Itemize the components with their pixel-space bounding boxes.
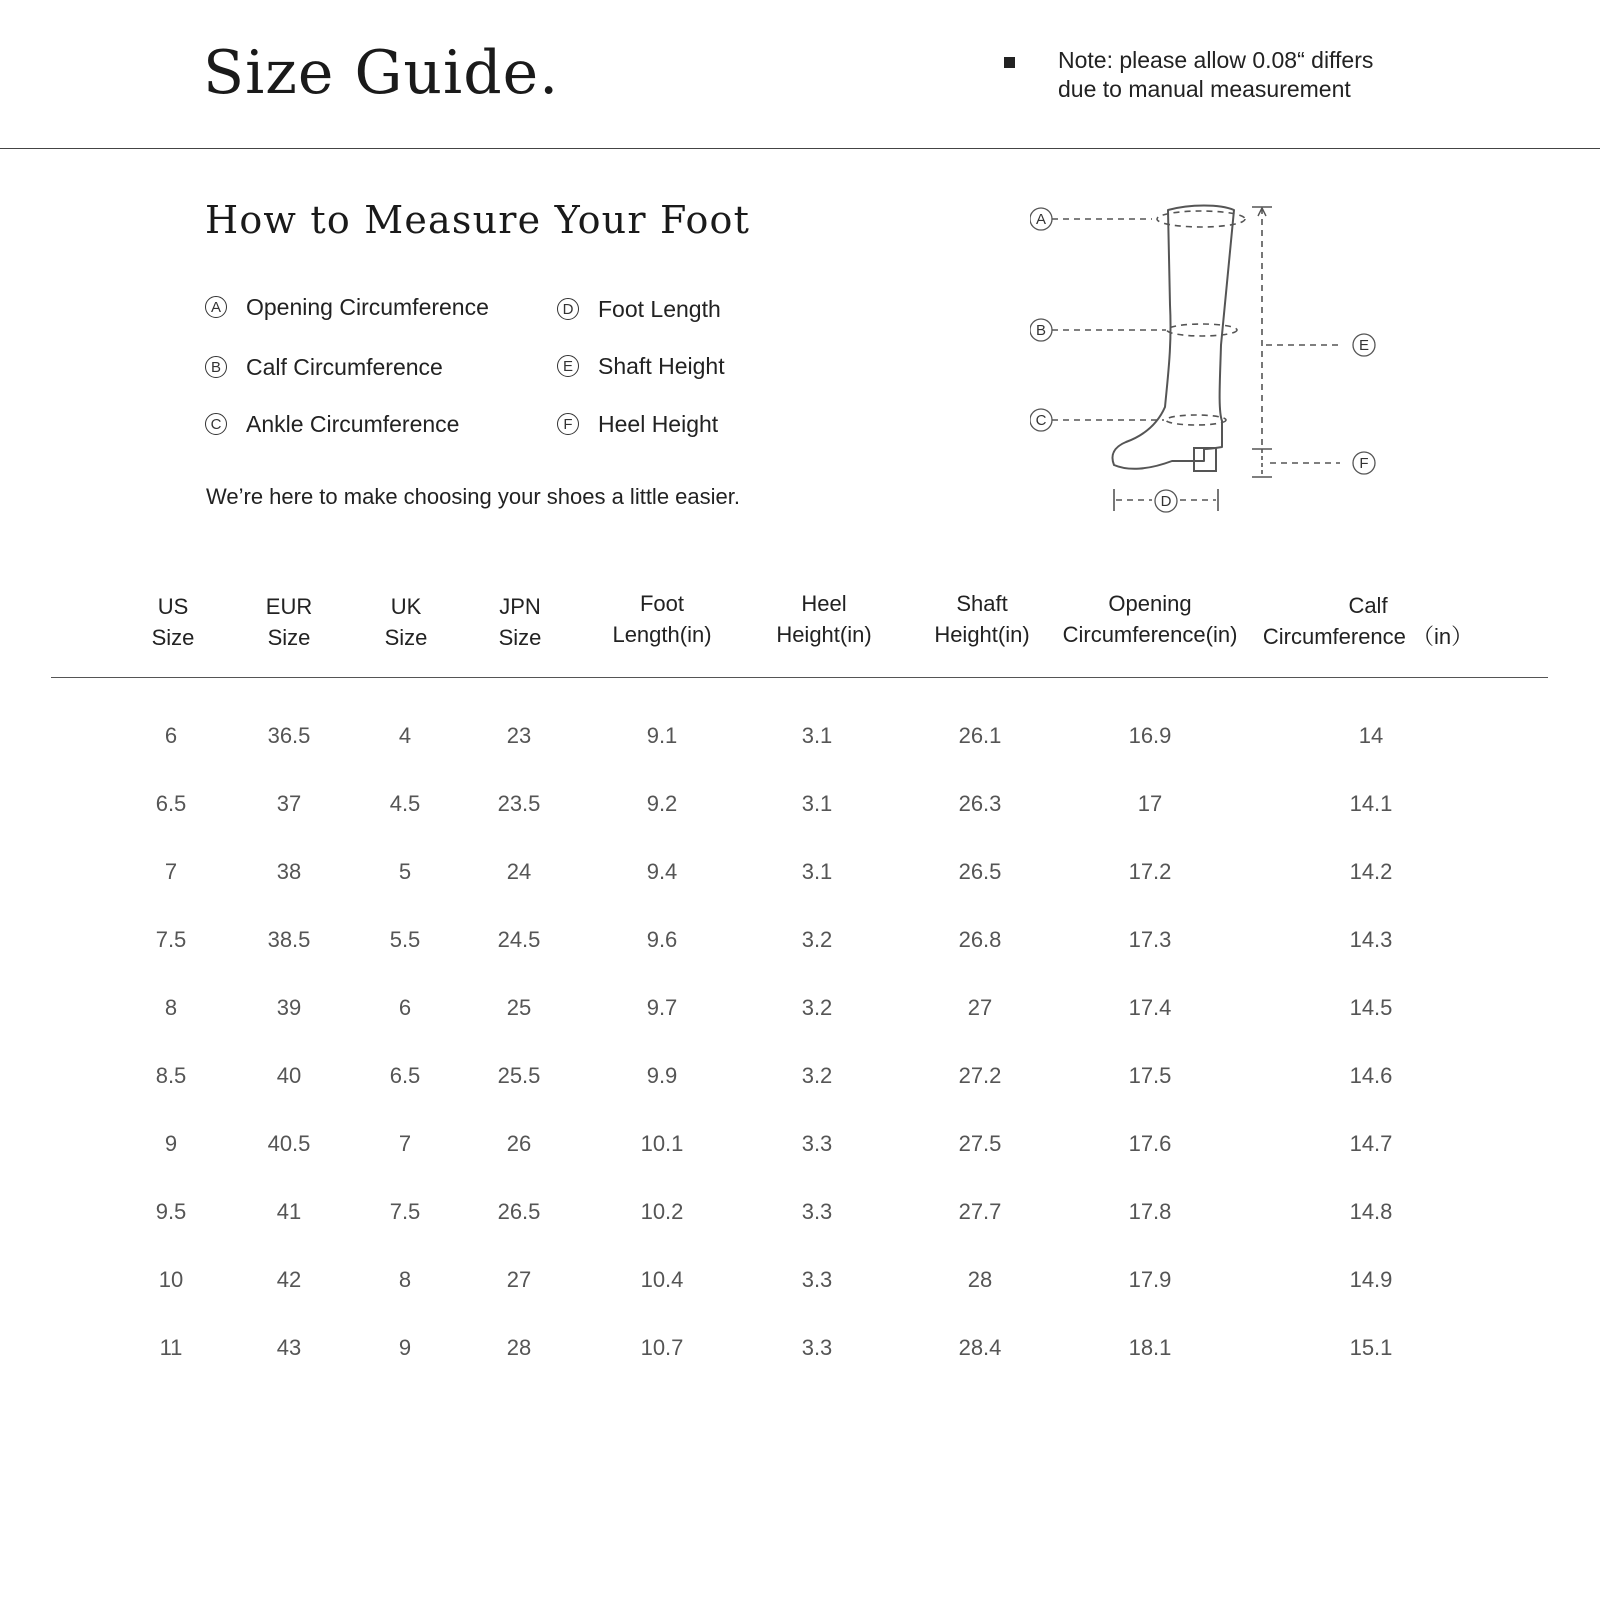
- legend-label: Shaft Height: [598, 352, 725, 379]
- table-cell: 9.6: [646, 927, 678, 952]
- table-cell: 26.1: [958, 723, 1002, 748]
- column-header-heel-height: Heel Height(in): [776, 591, 872, 647]
- table-cell: 14.8: [1349, 1199, 1393, 1224]
- table-row: [0, 995, 1600, 1035]
- table-cell: 5.5: [389, 927, 421, 952]
- table-cell: 3.3: [801, 1267, 833, 1292]
- table-cell: 6.5: [389, 1063, 421, 1088]
- table-cell: 17.3: [1128, 927, 1172, 952]
- table-cell: 23: [506, 723, 532, 748]
- table-cell: 9.2: [646, 791, 678, 816]
- table-cell: 28: [506, 1335, 532, 1360]
- legend-item-ankle: [205, 409, 459, 439]
- table-cell: 26.5: [497, 1199, 541, 1224]
- circled-letter-icon: D: [557, 298, 579, 320]
- table-cell: 3.2: [801, 1063, 833, 1088]
- table-cell: 3.3: [801, 1131, 833, 1156]
- table-cell: 24: [506, 859, 532, 884]
- legend-label: Foot Length: [598, 295, 721, 322]
- table-cell: 8: [398, 1267, 412, 1292]
- table-row: [0, 927, 1600, 967]
- table-row: [0, 1063, 1600, 1103]
- table-cell: 9.5: [155, 1199, 187, 1224]
- table-cell: 14: [1358, 723, 1384, 748]
- calf-ring: [1167, 324, 1237, 336]
- table-cell: 6: [398, 995, 412, 1020]
- circled-letter-icon: A: [205, 296, 227, 318]
- legend-item-shaft-height: [557, 351, 725, 381]
- table-cell: 14.6: [1349, 1063, 1393, 1088]
- table-cell: 17.2: [1128, 859, 1172, 884]
- table-cell: 9.1: [646, 723, 678, 748]
- boot-diagram-icon: [1030, 195, 1390, 525]
- table-cell: 10.7: [640, 1335, 684, 1360]
- table-cell: 26.8: [958, 927, 1002, 952]
- table-cell: 36.5: [267, 723, 311, 748]
- table-cell: 27.7: [958, 1199, 1002, 1224]
- header-divider: [0, 148, 1600, 149]
- table-cell: 9: [164, 1131, 178, 1156]
- table-cell: 9.4: [646, 859, 678, 884]
- table-row: [0, 1131, 1600, 1171]
- table-row: [0, 1199, 1600, 1239]
- circled-letter-icon: F: [557, 413, 579, 435]
- marker-d: D: [1160, 493, 1172, 510]
- table-cell: 14.1: [1349, 791, 1393, 816]
- measurement-note: [1022, 46, 1373, 104]
- table-cell: 4.5: [389, 791, 421, 816]
- marker-f: F: [1359, 455, 1369, 472]
- table-cell: 14.3: [1349, 927, 1393, 952]
- table-cell: 24.5: [497, 927, 541, 952]
- table-cell: 11: [159, 1335, 183, 1360]
- table-cell: 40.5: [267, 1131, 311, 1156]
- table-cell: 14.7: [1349, 1131, 1393, 1156]
- table-cell: 7: [398, 1131, 412, 1156]
- table-cell: 27.2: [958, 1063, 1002, 1088]
- ankle-ring: [1166, 415, 1226, 425]
- table-cell: 38.5: [267, 927, 311, 952]
- table-cell: 14.5: [1349, 995, 1393, 1020]
- table-cell: 17.4: [1128, 995, 1172, 1020]
- table-cell: 17.8: [1128, 1199, 1172, 1224]
- column-header-us-size: US Size: [151, 594, 195, 650]
- column-header-uk-size: UK Size: [384, 594, 428, 650]
- column-header-foot-length: Foot Length(in): [612, 591, 712, 647]
- legend-label: Opening Circumference: [246, 293, 489, 320]
- table-cell: 3.2: [801, 927, 833, 952]
- table-cell: 6: [164, 723, 178, 748]
- table-cell: 3.3: [801, 1335, 833, 1360]
- table-row: [0, 859, 1600, 899]
- table-cell: 26.3: [958, 791, 1002, 816]
- table-cell: 10: [158, 1267, 184, 1292]
- opening-ring: [1157, 211, 1245, 227]
- table-row: [0, 1335, 1600, 1375]
- boot-outline: [1113, 206, 1235, 469]
- table-cell: 16.9: [1128, 723, 1172, 748]
- table-cell: 7: [164, 859, 178, 884]
- table-cell: 42: [276, 1267, 302, 1292]
- table-cell: 17.5: [1128, 1063, 1172, 1088]
- table-cell: 28.4: [958, 1335, 1002, 1360]
- legend-item-heel-height: [557, 409, 718, 439]
- table-cell: 27.5: [958, 1131, 1002, 1156]
- marker-b: B: [1035, 322, 1047, 339]
- table-cell: 10.2: [640, 1199, 684, 1224]
- column-header-eur-size: EUR Size: [265, 594, 313, 650]
- table-cell: 7.5: [155, 927, 187, 952]
- marker-e: E: [1358, 337, 1370, 354]
- table-cell: 18.1: [1128, 1335, 1172, 1360]
- table-row: [0, 1267, 1600, 1307]
- legend-label: Ankle Circumference: [246, 410, 460, 437]
- table-cell: 3.1: [801, 859, 833, 884]
- table-cell: 41: [276, 1199, 302, 1224]
- section-title: How to Measure Your Foot: [205, 198, 751, 242]
- table-cell: 3.1: [801, 791, 833, 816]
- table-cell: 26: [506, 1131, 532, 1156]
- table-cell: 28: [967, 1267, 993, 1292]
- table-cell: 4: [398, 723, 412, 748]
- table-cell: 3.1: [801, 723, 833, 748]
- table-cell: 10.1: [640, 1131, 684, 1156]
- table-cell: 17.6: [1128, 1131, 1172, 1156]
- note-line-1: Note: please allow 0.08“ differs: [1058, 47, 1374, 73]
- table-cell: 25.5: [497, 1063, 541, 1088]
- table-cell: 27: [967, 995, 993, 1020]
- table-cell: 17: [1137, 791, 1163, 816]
- marker-a: A: [1035, 211, 1047, 228]
- table-row: [0, 791, 1600, 831]
- column-header-jpn-size: JPN Size: [498, 594, 542, 650]
- table-cell: 26.5: [958, 859, 1002, 884]
- table-cell: 3.3: [801, 1199, 833, 1224]
- column-header-opening-circumference: Opening Circumference(in): [1062, 591, 1238, 647]
- table-cell: 5: [398, 859, 412, 884]
- table-cell: 3.2: [801, 995, 833, 1020]
- table-cell: 8.5: [155, 1063, 187, 1088]
- table-cell: 43: [276, 1335, 302, 1360]
- table-cell: 9: [398, 1335, 412, 1360]
- legend-label: Calf Circumference: [246, 353, 443, 380]
- legend-item-opening: [205, 292, 489, 322]
- table-cell: 10.4: [640, 1267, 684, 1292]
- table-row: [0, 723, 1600, 763]
- table-cell: 8: [164, 995, 178, 1020]
- marker-c: C: [1035, 412, 1047, 429]
- column-header-calf-circumference: Calf Circumference （in）: [1262, 593, 1474, 649]
- table-cell: 7.5: [389, 1199, 421, 1224]
- table-cell: 25: [506, 995, 532, 1020]
- legend-item-foot-length: [557, 294, 721, 324]
- table-cell: 14.9: [1349, 1267, 1393, 1292]
- table-cell: 6.5: [155, 791, 187, 816]
- table-cell: 9.7: [646, 995, 678, 1020]
- tagline: We’re here to make choosing your shoes a little easier.: [206, 484, 740, 509]
- circled-letter-icon: E: [557, 355, 579, 377]
- table-cell: 38: [276, 859, 302, 884]
- table-cell: 39: [276, 995, 302, 1020]
- table-divider: [51, 677, 1548, 678]
- table-cell: 27: [506, 1267, 532, 1292]
- table-cell: 40: [276, 1063, 302, 1088]
- table-cell: 9.9: [646, 1063, 678, 1088]
- table-cell: 17.9: [1128, 1267, 1172, 1292]
- table-cell: 23.5: [497, 791, 541, 816]
- size-table-header: [0, 580, 1600, 660]
- legend-label: Heel Height: [598, 410, 719, 437]
- square-bullet-icon: [1004, 57, 1015, 68]
- note-line-2: due to manual measurement: [1058, 76, 1351, 102]
- circled-letter-icon: B: [205, 356, 227, 378]
- table-cell: 37: [276, 791, 302, 816]
- column-header-shaft-height: Shaft Height(in): [934, 591, 1030, 647]
- table-cell: 14.2: [1349, 859, 1393, 884]
- page-title: Size Guide.: [203, 38, 560, 108]
- legend-item-calf: [205, 352, 443, 382]
- table-cell: 15.1: [1349, 1335, 1393, 1360]
- circled-letter-icon: C: [205, 413, 227, 435]
